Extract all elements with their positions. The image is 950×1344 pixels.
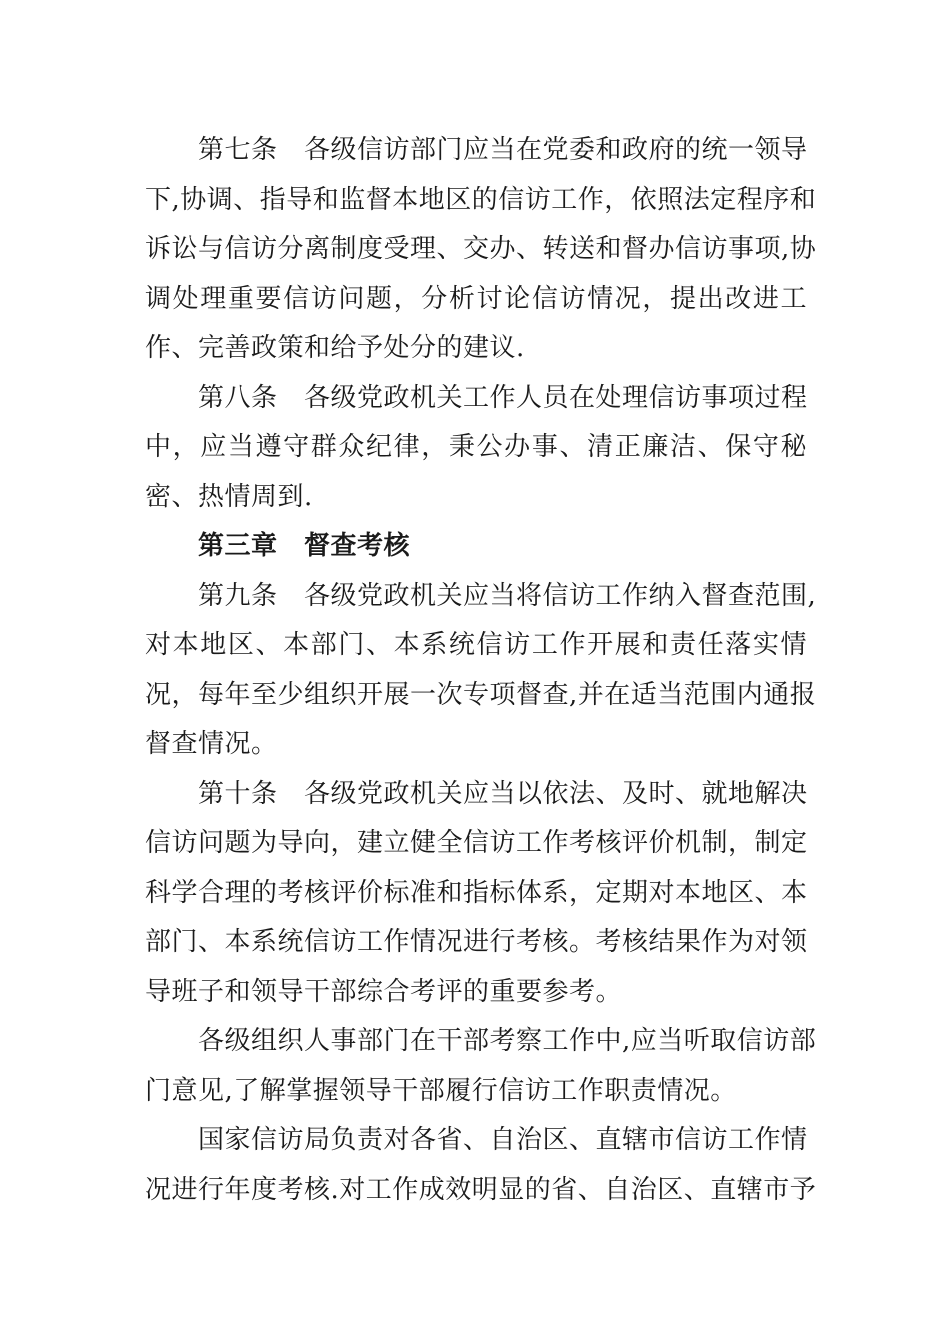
article-7-line-1: 第七条 各级信访部门应当在党委和政府的统一领导 bbox=[198, 135, 808, 165]
article-7-line-3: 诉讼与信访分离制度受理、交办、转送和督办信访事项,协 bbox=[145, 234, 817, 264]
personnel-paragraph-line-1: 各级组织人事部门在干部考察工作中,应当听取信访部 bbox=[198, 1026, 817, 1056]
article-8-line-1: 第八条 各级党政机关工作人员在处理信访事项过程 bbox=[198, 382, 808, 413]
personnel-paragraph-line-2: 门意见,了解掌握领导干部履行信访工作职责情况。 bbox=[145, 1075, 737, 1106]
national-bureau-paragraph-line-2: 况进行年度考核.对工作成效明显的省、自治区、直辖市予 bbox=[145, 1174, 817, 1205]
chapter-3-heading: 第三章 督查考核 bbox=[198, 531, 411, 561]
article-7-line-5: 作、完善政策和给予处分的建议. bbox=[145, 333, 525, 363]
article-10-line-2: 信访问题为导向，建立健全信访工作考核评价机制，制定 bbox=[145, 828, 808, 858]
article-10-line-1: 第十条 各级党政机关应当以依法、及时、就地解决 bbox=[198, 778, 808, 809]
document-page bbox=[145, 126, 817, 1215]
article-9-line-2: 对本地区、本部门、本系统信访工作开展和责任落实情 bbox=[145, 630, 807, 660]
national-bureau-paragraph-line-1: 国家信访局负责对各省、自治区、直辖市信访工作情 bbox=[198, 1125, 808, 1155]
article-10-line-5: 导班子和领导干部综合考评的重要参考。 bbox=[145, 976, 623, 1007]
article-9-line-4: 督查情况。 bbox=[145, 729, 278, 759]
article-8-line-3: 密、热情周到. bbox=[145, 481, 313, 512]
article-7-line-2: 下,协调、指导和监督本地区的信访工作，依照法定程序和 bbox=[145, 184, 817, 215]
article-9-line-3: 况，每年至少组织开展一次专项督查,并在适当范围内通报 bbox=[145, 679, 817, 710]
article-8-line-2: 中，应当遵守群众纪律，秉公办事、清正廉洁、保守秘 bbox=[145, 432, 807, 462]
article-10-line-3: 科学合理的考核评价标准和指标体系，定期对本地区、本 bbox=[145, 877, 808, 908]
article-10-line-4: 部门、本系统信访工作情况进行考核。考核结果作为对领 bbox=[145, 927, 808, 957]
article-9-line-1: 第九条 各级党政机关应当将信访工作纳入督查范围, bbox=[198, 580, 817, 611]
article-7-line-4: 调处理重要信访问题，分析讨论信访情况，提出改进工 bbox=[145, 283, 807, 314]
